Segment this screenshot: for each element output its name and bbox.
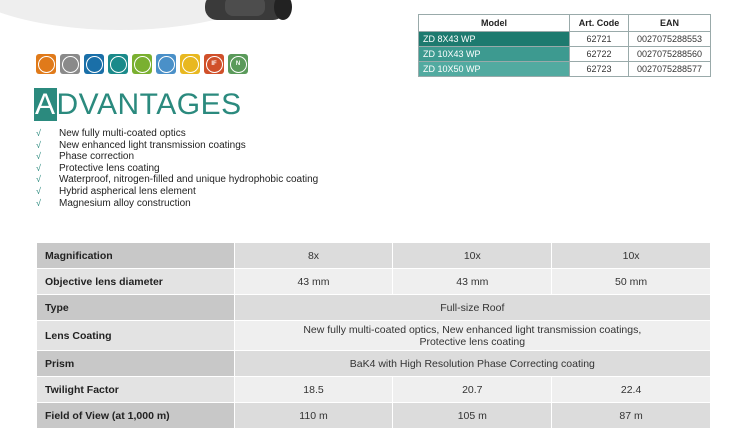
table-row [37,351,711,377]
table-row [37,377,711,403]
table-row [419,47,711,62]
spec-value: 110 m [234,403,393,429]
model-table [418,14,711,77]
waterproof-icon [228,54,248,74]
advantages-title-initial: A [35,88,56,121]
advantage-text: Waterproof, nitrogen-filled and unique hydrophobic coating [59,174,319,186]
spec-value: Full-size Roof [234,295,710,321]
art-code-cell: 62723 [570,62,629,77]
spec-label: Objective lens diameter [37,269,235,295]
model-table-header [419,15,711,32]
check-icon: √ [36,174,41,185]
model-cell: ZD 10X43 WP [419,47,570,62]
check-icon: √ [36,139,41,150]
spec-value: 87 m [552,403,711,429]
advantage-text: Magnesium alloy construction [59,197,191,209]
table-row [37,243,711,269]
nitrogen-filled-icon [204,54,224,74]
fully-multi-coated-icon-glyph [38,56,55,73]
advantages-list [36,128,318,209]
spec-table [36,242,711,429]
roof-prism-icon-glyph [62,56,79,73]
spec-label: Type [37,295,235,321]
advantage-text: Protective lens coating [59,162,160,174]
table-row [37,403,711,429]
table-row [419,62,711,77]
spec-label: Field of View (at 1,000 m) [37,403,235,429]
spec-value: 20.7 [393,377,552,403]
check-icon: √ [36,151,41,162]
advantages-title [34,90,242,120]
phase-correction-icon-glyph [110,56,127,73]
spec-value: 22.4 [552,377,711,403]
aspherical-lens-icon-glyph [182,56,199,73]
bak4-prism-icon [84,54,104,74]
spec-value: 105 m [393,403,552,429]
phase-correction-icon [108,54,128,74]
ean-cell: 0027075288560 [629,47,711,62]
header-ean: EAN [629,15,711,32]
check-icon: √ [36,128,41,138]
fully-multi-coated-icon [36,54,56,74]
spec-label: Prism [37,351,235,377]
product-image [0,0,300,40]
check-icon: √ [36,197,41,208]
advantage-text: New enhanced light transmission coatings [59,139,246,151]
hydrophobic-coating-icon [156,54,176,74]
spec-label: Twilight Factor [37,377,235,403]
spec-value: 43 mm [393,269,552,295]
spec-value: 10x [552,243,711,269]
waterproof-icon-glyph: N [230,56,247,73]
model-cell: ZD 8X43 WP [419,32,570,47]
nitrogen-filled-icon-glyph: IF [206,56,223,73]
ean-cell: 0027075288577 [629,62,711,77]
table-row [37,321,711,351]
check-icon: √ [36,185,41,196]
list-item [36,163,318,175]
advantages-title-rest: DVANTAGES [56,88,242,121]
spec-label: Magnification [37,243,235,269]
bak4-prism-icon-glyph [86,56,103,73]
art-code-cell: 62722 [570,47,629,62]
spec-label: Lens Coating [37,321,235,351]
hydrophobic-coating-icon-glyph [158,56,175,73]
ean-cell: 0027075288553 [629,32,711,47]
advantage-text: Phase correction [59,151,135,163]
header-art-code: Art. Code [570,15,629,32]
magnesium-body-icon-glyph [134,56,151,73]
table-row [37,295,711,321]
list-item [36,128,318,140]
advantage-text: New fully multi-coated optics [59,128,186,139]
list-item [36,186,318,198]
list-item [36,151,318,163]
spec-value: 50 mm [552,269,711,295]
spec-value: 18.5 [234,377,393,403]
spec-value: 10x [393,243,552,269]
advantage-text: Hybrid aspherical lens element [59,185,196,197]
spec-value: BaK4 with High Resolution Phase Correcting coating [234,351,710,377]
aspherical-lens-icon [180,54,200,74]
check-icon: √ [36,162,41,173]
table-row [419,32,711,47]
magnesium-body-icon [132,54,152,74]
spec-value: New fully multi-coated optics, New enhanced light transmission coatings, Protective lens coating [234,321,710,351]
list-item [36,174,318,186]
spec-value: 8x [234,243,393,269]
art-code-cell: 62721 [570,32,629,47]
list-item [36,198,318,210]
header-model: Model [419,15,570,32]
roof-prism-icon [60,54,80,74]
table-row [37,269,711,295]
feature-icons-row [36,54,248,76]
spec-value: 43 mm [234,269,393,295]
list-item [36,140,318,152]
model-cell: ZD 10X50 WP [419,62,570,77]
